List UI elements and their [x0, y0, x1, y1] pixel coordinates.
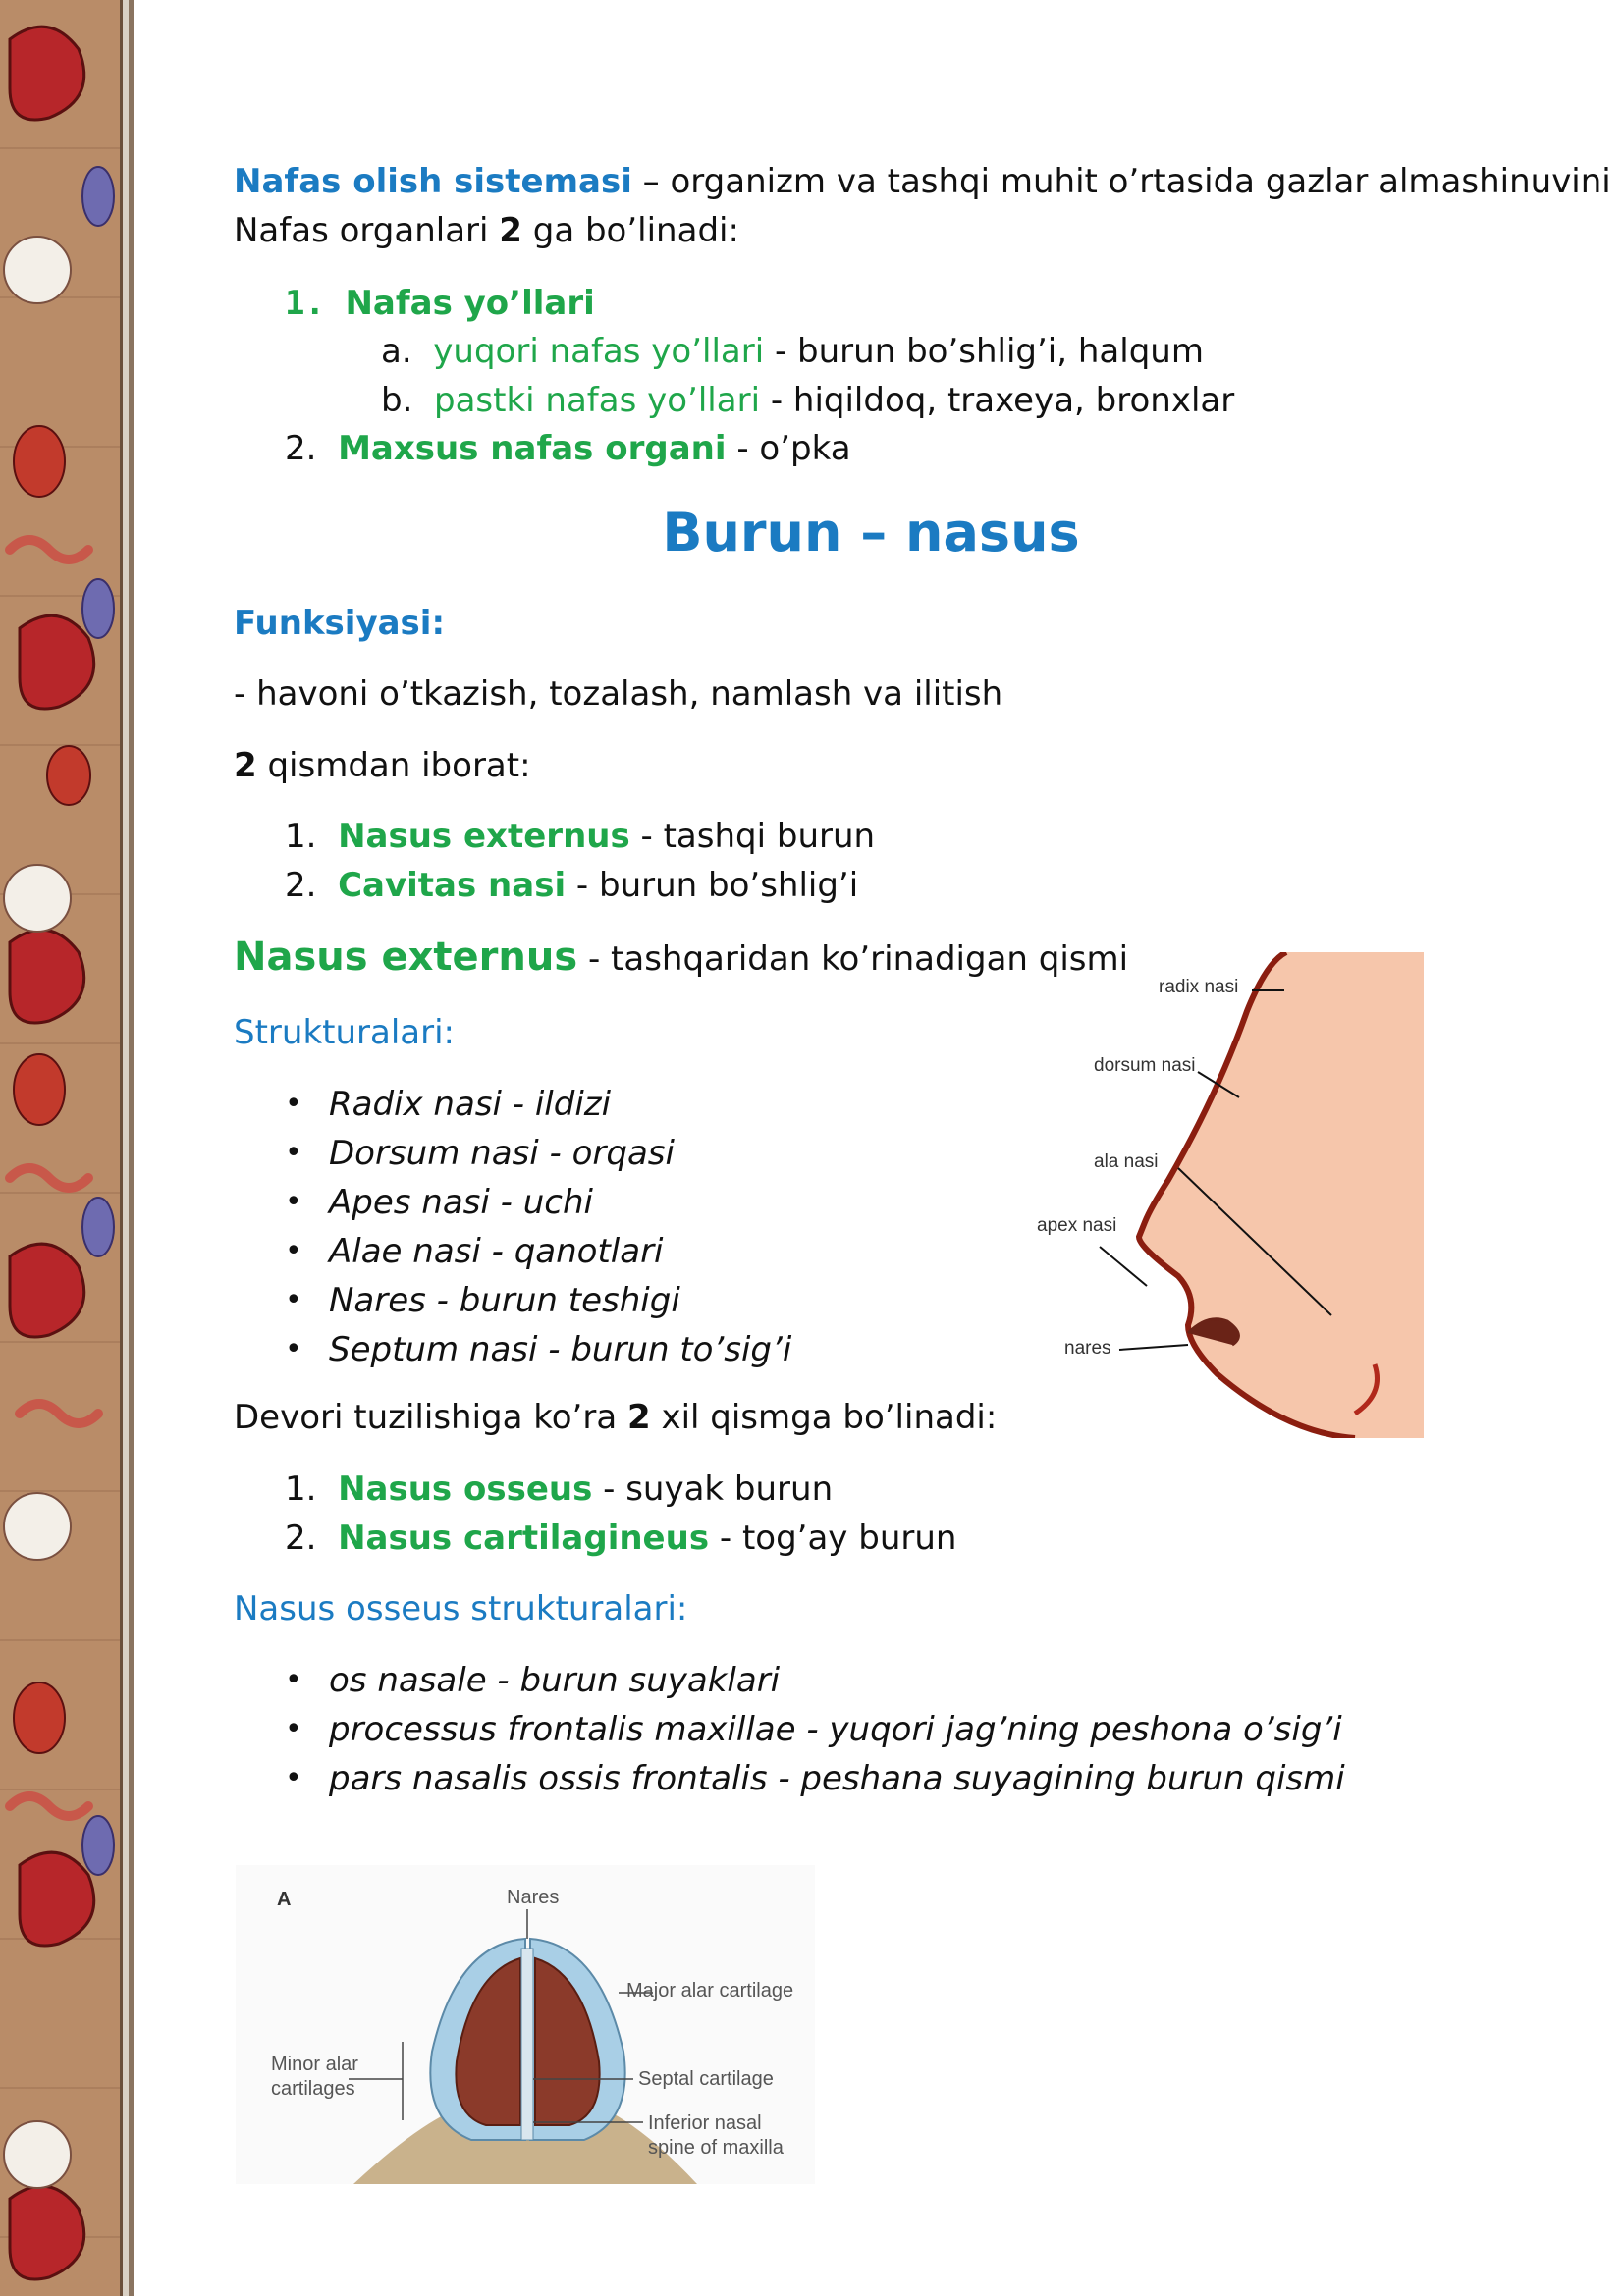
label-nares: nares [1064, 1338, 1111, 1359]
outline-sub-b [381, 379, 1234, 422]
label-inferior-nasal-2: spine of maxilla [648, 2137, 784, 2159]
outline-sub-text: - burun bo’shlig’i, halqum [764, 332, 1204, 371]
outline-label: Nafas yo’llari [345, 284, 595, 323]
parts-item-number: 2. [285, 866, 317, 905]
externus-heading: Nasus externus [234, 934, 578, 980]
bullet-icon: • [285, 1283, 302, 1317]
wall-intro [234, 1396, 997, 1439]
label-ala-nasi: ala nasi [1094, 1151, 1159, 1172]
parts-text: qismdan iborat: [256, 746, 531, 785]
intro-line-1 [234, 160, 1611, 203]
nose-illustration [1041, 952, 1424, 1438]
list-item: pars nasalis ossis frontalis - peshana suyagining burun qismi [329, 1759, 1345, 1798]
nose-figure [1037, 952, 1424, 1438]
wall-text-end: xil qismga bo’linadi: [650, 1398, 998, 1437]
cartilage-figure [236, 1865, 815, 2184]
bullet-icon: • [285, 1185, 302, 1219]
list-item: Alae nasi - qanotlari [329, 1232, 664, 1271]
list-item: Radix nasi - ildizi [329, 1085, 612, 1124]
parts-item-label: Nasus externus [338, 817, 630, 856]
bullet-icon: • [285, 1136, 302, 1170]
wall-number: 2 [626, 1398, 651, 1437]
outline-number: 1. [285, 284, 325, 323]
bullet-icon: • [285, 1712, 302, 1746]
wall-item-1 [285, 1468, 833, 1511]
outline-text: - o’pka [726, 429, 851, 468]
label-septal-cartilage: Septal cartilage [638, 2068, 774, 2090]
parts-item-text: - tashqi burun [629, 817, 876, 856]
parts-intro [234, 744, 531, 787]
list-item: os nasale - burun suyaklari [329, 1661, 781, 1700]
wall-item-text: - suyak burun [592, 1469, 834, 1509]
list-item: processus frontalis maxillae - yuqori jag’ning peshona o’sig’i [329, 1710, 1342, 1749]
label-minor-alar-2: cartilages [271, 2078, 355, 2100]
parts-item-2 [285, 864, 858, 907]
wall-item-2 [285, 1517, 956, 1560]
list-item: Apes nasi - uchi [329, 1183, 593, 1222]
outline-sub-label: pastki nafas yo’llari [434, 381, 761, 420]
nose-skin [1139, 952, 1424, 1438]
label-nares: Nares [507, 1887, 560, 1908]
intro-definition: – organizm va tashqi muhit o’rtasida gazlar almashinuvini [631, 162, 1611, 201]
wall-item-label: Nasus cartilagineus [338, 1519, 710, 1558]
wall-item-label: Nasus osseus [338, 1469, 593, 1509]
label-major-alar-cartilage: Major alar cartilage [626, 1980, 794, 2002]
structures-heading: Strukturalari: [234, 1013, 455, 1052]
parts-item-text: - burun bo’shlig’i [566, 866, 859, 905]
externus-line [234, 935, 1128, 981]
externus-text: - tashqaridan ko’rinadigan qismi [577, 939, 1129, 979]
intro-number: 2 [499, 211, 522, 250]
bullet-icon: • [285, 1761, 302, 1795]
parts-number: 2 [234, 746, 257, 785]
label-minor-alar-1: Minor alar [271, 2054, 358, 2075]
outline-item-1 [285, 282, 595, 325]
section-title: Burun – nasus [662, 502, 1080, 563]
list-item: Nares - burun teshigi [329, 1281, 680, 1320]
panel-label: A [277, 1889, 292, 1910]
outline-sub-a [381, 330, 1204, 373]
intro-term: Nafas olish sistemasi [234, 162, 632, 201]
outline-letter: b. [381, 381, 413, 420]
function-heading: Funksiyasi: [234, 604, 446, 643]
parts-item-number: 1. [285, 817, 317, 856]
bullet-icon: • [285, 1087, 302, 1121]
parts-item-label: Cavitas nasi [338, 866, 567, 905]
function-text: - havoni o’tkazish, tozalash, namlash va ilitish [234, 674, 1003, 714]
wall-text: Devori tuzilishiga ko’ra [234, 1398, 627, 1437]
outline-number: 2. [285, 429, 317, 468]
osseus-heading: Nasus osseus strukturalari: [234, 1589, 688, 1629]
intro-text: Nafas organlari [234, 211, 500, 250]
intro-line-2 [234, 209, 739, 252]
wall-item-text: - tog’ay burun [709, 1519, 957, 1558]
intro-text-end: ga bo’linadi: [521, 211, 739, 250]
outline-item-2 [285, 427, 851, 470]
label-apex-nasi: apex nasi [1037, 1215, 1117, 1236]
label-radix-nasi: radix nasi [1159, 977, 1239, 997]
bullet-icon: • [285, 1234, 302, 1268]
bullet-icon: • [285, 1663, 302, 1697]
wall-item-number: 2. [285, 1519, 317, 1558]
outline-sub-label: yuqori nafas yo’llari [433, 332, 765, 371]
list-item: Septum nasi - burun to’sig’i [329, 1330, 792, 1369]
parts-item-1 [285, 815, 875, 858]
label-inferior-nasal-1: Inferior nasal [648, 2112, 762, 2134]
wall-item-number: 1. [285, 1469, 317, 1509]
bullet-icon: • [285, 1332, 302, 1366]
outline-label: Maxsus nafas organi [338, 429, 727, 468]
label-dorsum-nasi: dorsum nasi [1094, 1055, 1196, 1076]
septal-cartilage [521, 1949, 533, 2140]
outline-sub-text: - hiqildoq, traxeya, bronxlar [760, 381, 1235, 420]
list-item: Dorsum nasi - orqasi [329, 1134, 675, 1173]
outline-letter: a. [381, 332, 412, 371]
